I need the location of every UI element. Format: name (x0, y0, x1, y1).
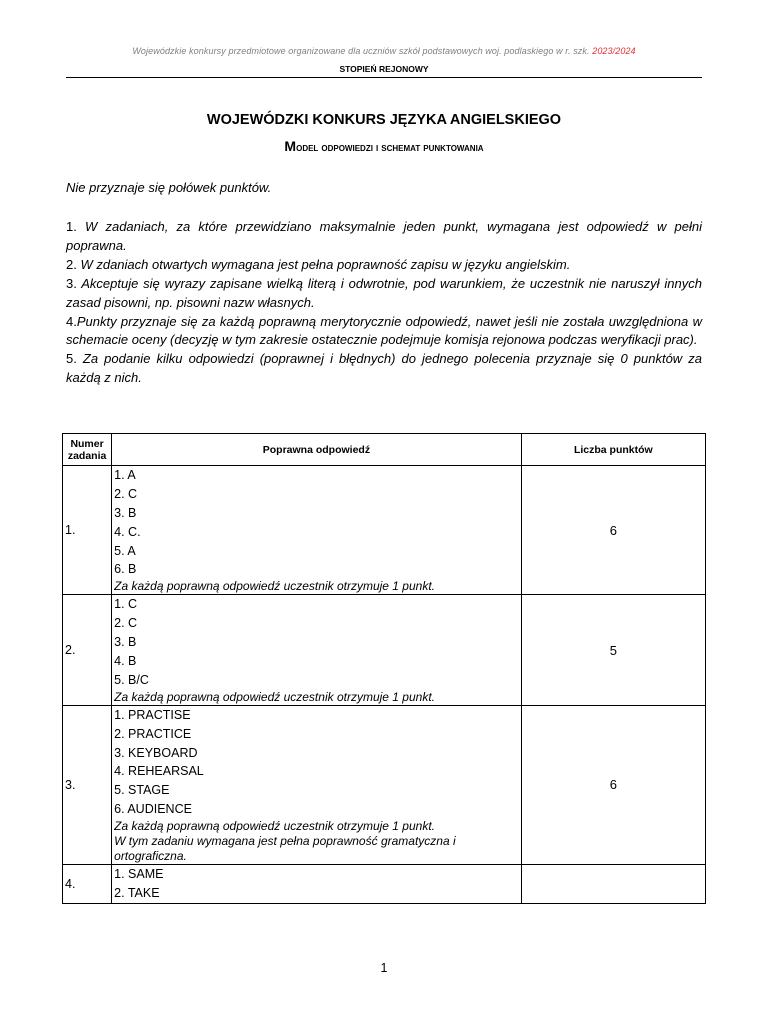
answer-key-table (62, 433, 706, 904)
rule-number: 5. (66, 351, 77, 367)
rule-number: 3. (66, 275, 77, 291)
rule-number: 4. (66, 313, 77, 329)
running-header (66, 46, 702, 56)
answer-line: 4. REHEARSAL (114, 764, 204, 779)
answer-line: 1. C (114, 597, 138, 612)
header-year: 2023/2024 (592, 46, 636, 56)
points-cell: 6 (521, 705, 705, 864)
task-header-line: Numer (70, 437, 104, 450)
answer-line: 5. A (114, 543, 136, 558)
rules-list (66, 218, 702, 388)
rule-text: W zdaniach otwartych wymagana jest pełna poprawność zapisu w języku angielskim. (76, 256, 571, 272)
scoring-note: W tym zadaniu wymagana jest pełna poprawność gramatyczna i ortograficzna. (114, 834, 456, 864)
answer-line: 1. A (114, 468, 136, 482)
header-text: Wojewódzkie konkursy przedmiotowe organizowane dla uczniów szkół podstawowych woj. podlaskiego w r. szk. (132, 46, 590, 56)
rule-item (66, 218, 702, 256)
scoring-note: Za każdą poprawną odpowiedź uczestnik otrzymuje 1 punkt. (114, 689, 435, 704)
rule-item (66, 350, 702, 388)
answer-line: 5. STAGE (114, 783, 170, 798)
rule-text: Za podanie kilku odpowiedzi (poprawnej i błędnych) do jednego polecenia przyznaje się 0 punktów za każdą z nich. (66, 351, 702, 386)
answer-line: 4. B (114, 654, 137, 669)
answer-line: 6. AUDIENCE (114, 802, 192, 817)
rule-item (66, 313, 702, 351)
subtitle-initial: M (284, 138, 297, 154)
table-row (63, 595, 706, 705)
answer-line: 2. C (114, 486, 138, 501)
answer-line: 3. B (114, 635, 137, 650)
task-number: 4. (63, 865, 112, 904)
table-row (63, 705, 706, 864)
page-title: WOJEWÓDZKI KONKURS JĘZYKA ANGIELSKIEGO (206, 112, 562, 128)
task-number: 2. (63, 595, 112, 705)
answer-line: 3. B (114, 505, 137, 520)
rule-item (66, 256, 702, 275)
column-header-points: Liczba punktów (521, 434, 705, 466)
page-number: 1 (380, 961, 388, 975)
subtitle-rest: odel odpowiedzi i schemat punktowania (296, 142, 484, 154)
column-header-task (63, 434, 112, 466)
answer-line: 2. C (114, 616, 138, 631)
answer-cell (112, 466, 522, 595)
answer-cell (112, 865, 522, 904)
scoring-note: Za każdą poprawną odpowiedź uczestnik otrzymuje 1 punkt. (114, 579, 435, 594)
intro-note: Nie przyznaje się połówek punktów. (66, 180, 272, 195)
table-row (63, 865, 706, 904)
task-number: 1. (63, 466, 112, 595)
task-number: 3. (63, 705, 112, 864)
answer-line: 1. PRACTISE (114, 707, 191, 722)
column-header-answer: Poprawna odpowiedź (112, 434, 522, 466)
rule-text: W zadaniach, za które przewidziano maksymalnie jeden punkt, wymagana jest odpowiedź w pełni poprawna. (66, 219, 702, 253)
answer-line: 2. PRACTICE (114, 726, 192, 741)
header-divider (66, 77, 702, 78)
answer-cell (112, 705, 522, 864)
rule-text: Punkty przyznaje się za każdą poprawną merytorycznie odpowiedź, nawet jeśli nie została uwzględniona w schemacie oceny (decyzję w tym zakresie ostatecznie podejmuje komisja rejonowa podczas weryfikacji prac). (66, 313, 702, 348)
header-stage: STOPIEŃ REJONOWY (339, 64, 429, 74)
rule-number: 2. (66, 256, 77, 272)
table-row (63, 466, 706, 595)
answer-line: 1. SAME (114, 867, 164, 882)
answer-line: 6. B (114, 562, 137, 577)
task-header-line: zadania (67, 449, 107, 462)
answer-cell (112, 595, 522, 705)
rule-item (66, 275, 702, 313)
points-cell: 5 (521, 595, 705, 705)
answer-line: 4. C. (114, 524, 141, 539)
rule-text: Akceptuje się wyrazy zapisane wielką literą i odwrotnie, pod warunkiem, że uczestnik nie naruszył innych zasad pisowni, np. pisowni nazw własnych. (66, 275, 702, 310)
answer-line: 2. TAKE (114, 886, 160, 901)
points-cell: 6 (521, 466, 705, 595)
page-subtitle (0, 138, 768, 154)
table-header-row (63, 434, 706, 466)
answer-line: 5. B/C (114, 672, 149, 687)
points-cell (521, 865, 705, 904)
rule-number: 1. (66, 219, 77, 234)
scoring-note: Za każdą poprawną odpowiedź uczestnik otrzymuje 1 punkt. (114, 819, 435, 834)
answer-line: 3. KEYBOARD (114, 745, 198, 760)
